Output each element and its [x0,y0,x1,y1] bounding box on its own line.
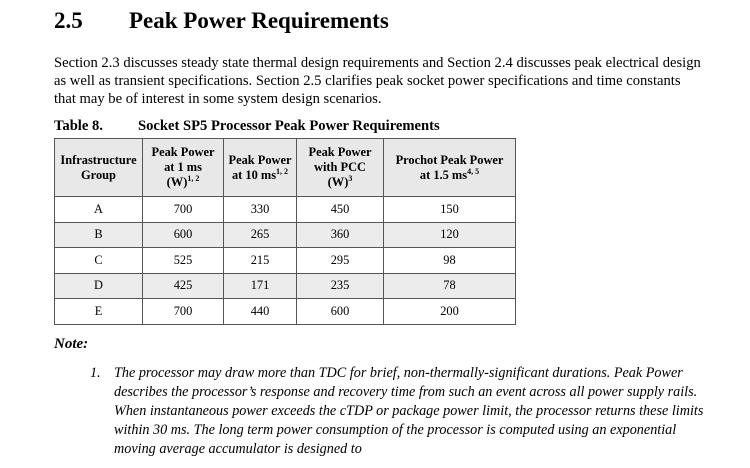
note-item [90,364,710,459]
table-cell: 600 [143,222,224,248]
table-cell: 295 [297,248,384,274]
footnote-ref: 4, 5 [467,166,480,176]
table-row [55,248,516,274]
table-cell: 235 [297,273,384,299]
peak-power-table [54,138,516,325]
table-cell: 98 [384,248,516,274]
table-title: Socket SP5 Processor Peak Power Requirements [138,118,440,134]
footnote-ref: 1, 2 [276,166,289,176]
table-row [55,197,516,223]
header-peak-power-pcc: Peak Power with PCC $(W)^3$ [297,139,384,197]
table-cell: 600 [297,299,384,325]
notes-title: Note: [54,336,89,352]
table-cell: 700 [143,299,224,325]
table-cell: 150 [384,197,516,223]
table-cell: 120 [384,222,516,248]
section-title: Peak Power Requirements [129,8,389,33]
table-row [55,273,516,299]
table-cell: D [55,273,143,299]
table-cell: C [55,248,143,274]
table-cell: 525 [143,248,224,274]
table-cell: 440 [224,299,297,325]
table-cell: 215 [224,248,297,274]
table-cell: 171 [224,273,297,299]
header-prochot-peak-power: Prochot Peak Power at 1.5 ms$^{4, 5}$ [384,139,516,197]
table-cell: 425 [143,273,224,299]
table-cell: E [55,299,143,325]
note-index: 1. [90,365,101,381]
header-peak-power-1ms: Peak Power at 1 ms $(W)^{1, 2}$ [143,139,224,197]
note-text: The processor may draw more than TDC for brief, non-thermally-significant durations. Peak Power describes the processor’s response and recovery time from such an event across all power supply rails. When instantaneous power exceeds the cTDP or package power limit, the processor returns these limits within 30 ms. The long term power consumption of the processor is computed using an exponential moving average accumulator is designed to [114,365,704,457]
table-caption [54,118,440,135]
table-row [55,299,516,325]
header-infrastructure-group: Infrastructure Group [55,139,143,197]
section-heading [54,8,389,34]
table-cell: 450 [297,197,384,223]
table-cell: 200 [384,299,516,325]
table-cell: 265 [224,222,297,248]
footnote-ref: 1, 2 [187,174,200,183]
table-row [55,222,516,248]
table-cell: 360 [297,222,384,248]
header-peak-power-10ms: Peak Power at 10 ms$^{1, 2}$ [224,139,297,197]
table-cell: A [55,197,143,223]
section-number: 2.5 [54,8,83,33]
table-label: Table 8. [54,118,103,134]
table-cell: 78 [384,273,516,299]
intro-paragraph: Section 2.3 discusses steady state thermal design requirements and Section 2.4 discusses peak electrical design as well as transient specifications. Section 2.5 clarifies peak socket power specifications and time constants that may be of interest in some system design scenarios. [54,55,701,107]
table-cell: B [55,222,143,248]
table-cell: 700 [143,197,224,223]
table-cell: 330 [224,197,297,223]
table-header-row [55,139,516,197]
footnote-ref: 3 [348,174,353,183]
